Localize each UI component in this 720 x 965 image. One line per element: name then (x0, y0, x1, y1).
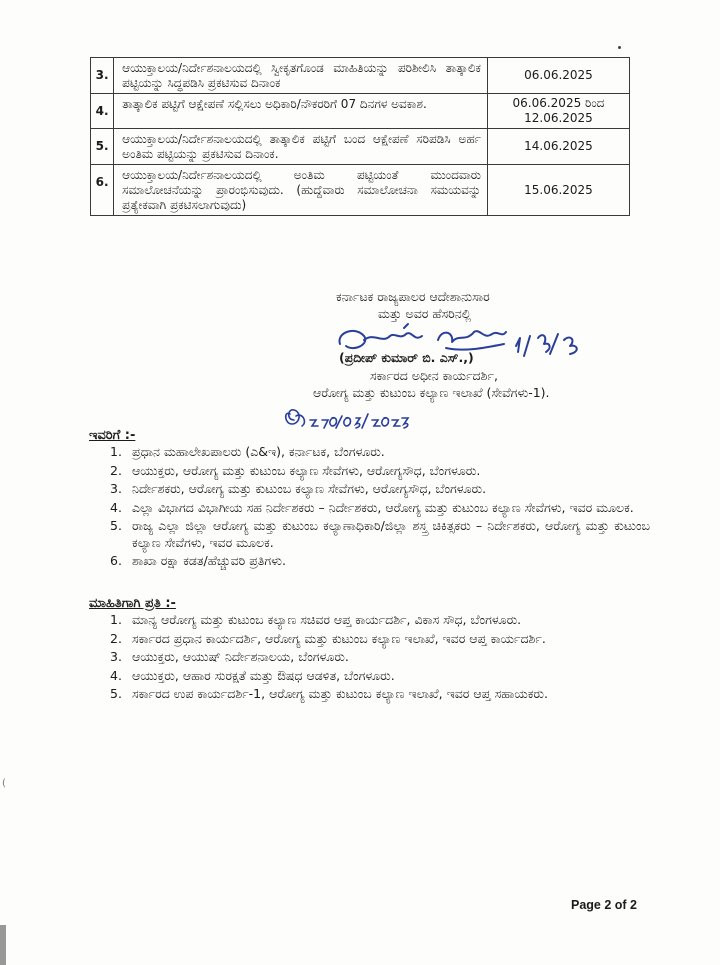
schedule-row-date: 06.06.2025 ರಿಂದ 12.06.2025 (487, 94, 629, 129)
handwritten-initial-date (280, 402, 410, 432)
list-item-text: ಸರ್ಕಾರದ ಪ್ರಧಾನ ಕಾರ್ಯದರ್ಶಿ, ಆರೋಗ್ಯ ಮತ್ತು ಕುಟುಂಬ ಕಲ್ಯಾಣ ಇಲಾಖೆ, ಇವರ ಆಪ್ತ ಕಾರ್ಯದರ್ಶಿ. (132, 630, 546, 646)
page-number: Page 2 of 2 (571, 898, 637, 912)
list-item-number: 5. (110, 518, 122, 533)
list-item-number: 2. (110, 630, 122, 646)
info-list-heading: ಮಾಹಿತಿಗಾಗಿ ಪ್ರತಿ :- (89, 596, 176, 611)
list-item-number: 4. (110, 667, 122, 683)
list-item-text: ಪ್ರಧಾನ ಮಹಾಲೇಖಪಾಲರು (ಎ&ಇ), ಕರ್ನಾಟಕ, ಬೆಂಗಳೂರು. (132, 444, 385, 459)
list-item-text: ಶಾಖಾ ರಕ್ಷಾ ಕಡತ/ಹೆಚ್ಚುವರಿ ಪ್ರತಿಗಳು. (132, 553, 286, 568)
list-item-text: ಆಯುಕ್ತರು, ಆಯುಷ್ ನಿರ್ದೇಶನಾಲಯ, ಬೆಂಗಳೂರು. (132, 649, 349, 664)
schedule-row-description: ತಾತ್ಕಾಲಿಕ ಪಟ್ಟಿಗೆ ಆಕ್ಷೇಪಣೆ ಸಲ್ಲಿಸಲು ಅಧಿಕಾರಿ/ನೌಕರರಿಗೆ 07 ದಿನಗಳ ಅವಕಾಶ. (114, 94, 488, 129)
list-item-number: 5. (110, 686, 122, 701)
schedule-row-number: 3. (91, 58, 114, 94)
schedule-row-date: 14.06.2025 (487, 129, 629, 165)
schedule-row (91, 58, 630, 94)
list-item-number: 3. (110, 481, 122, 496)
list-item (110, 481, 650, 498)
schedule-row (91, 129, 630, 165)
schedule-row-date: 06.06.2025 (487, 58, 629, 94)
list-item-number: 3. (110, 649, 122, 664)
list-item-text: ಸರ್ಕಾರದ ಉಪ ಕಾರ್ಯದರ್ಶಿ-1, ಆರೋಗ್ಯ ಮತ್ತು ಕುಟುಂಬ ಕಲ್ಯಾಣ ಇಲಾಖೆ, ಇವರ ಆಪ್ತ ಸಹಾಯಕರು. (132, 686, 548, 701)
schedule-row-number: 6. (91, 165, 114, 216)
list-item (110, 463, 650, 480)
scan-shadow (0, 925, 6, 965)
list-item (110, 668, 650, 685)
list-item (110, 444, 650, 461)
schedule-row (91, 94, 630, 129)
list-item-number: 6. (110, 553, 122, 568)
order-line-2: ಮತ್ತು ಅವರ ಹೆಸರಿನಲ್ಲಿ (378, 306, 472, 321)
list-item-text: ನಿರ್ದೇಶಕರು, ಆರೋಗ್ಯ ಮತ್ತು ಕುಟುಂಬ ಕಲ್ಯಾಣ ಸೇವೆಗಳು, ಆರೋಗ್ಯಸೌಧ, ಬೆಂಗಳೂರು. (132, 481, 487, 496)
list-item (110, 518, 650, 551)
to-list-heading: ಇವರಿಗೆ :- (89, 428, 136, 443)
signatory-name: (ಪ್ರದೀಪ್ ಕುಮಾರ್ ಬಿ. ಎಸ್.,) (339, 350, 474, 365)
schedule-row (91, 165, 630, 216)
list-item-text: ಆಯುಕ್ತರು, ಆರೋಗ್ಯ ಮತ್ತು ಕುಟುಂಬ ಕಲ್ಯಾಣ ಸೇವೆಗಳು, ಆರೋಗ್ಯಸೌಧ, ಬೆಂಗಳೂರು. (132, 462, 481, 478)
order-line-1: ಕರ್ನಾಟಕ ರಾಜ್ಯಪಾಲರ ಆದೇಶಾನುಸಾರ (336, 289, 490, 304)
signatory-designation: ಸರ್ಕಾರದ ಅಧೀನ ಕಾರ್ಯದರ್ಶಿ, (370, 368, 498, 383)
list-item-text: ರಾಜ್ಯ ಎಲ್ಲಾ ಜಿಲ್ಲಾ ಆರೋಗ್ಯ ಮತ್ತು ಕುಟುಂಬ ಕಲ್ಯಾಣಾಧಿಕಾರಿ/ಜಿಲ್ಲಾ ಶಸ್ತ್ರ ಚಿಕಿತ್ಸಕರು – ನಿರ್ದೇಶಕರು, ಆರೋಗ್ಯ ಮತ್ತು ಕುಟುಂಬ ಕಲ್ಯಾಣ ಸೇವೆಗಳು, ಇವರ ಮೂಲಕ. (132, 518, 650, 550)
to-list (110, 444, 650, 572)
list-item (110, 612, 650, 629)
schedule-row-description: ಆಯುಕ್ತಾಲಯ/ನಿರ್ದೇಶನಾಲಯದಲ್ಲಿ ತಾತ್ಕಾಲಿಕ ಪಟ್ಟಿಗೆ ಬಂದ ಆಕ್ಷೇಪಣೆ ಸರಿಪಡಿಸಿ ಅರ್ಹ ಅಂತಿಮ ಪಟ್ಟಿಯನ್ನು ಪ್ರಕಟಿಸುವ ದಿನಾಂಕ. (114, 129, 488, 165)
list-item (110, 500, 650, 517)
list-item (110, 649, 650, 666)
list-item-text: ಆಯುಕ್ತರು, ಆಹಾರ ಸುರಕ್ಷತೆ ಮತ್ತು ಔಷಧ ಆಡಳಿತ, ಬೆಂಗಳೂರು. (132, 667, 395, 683)
list-item-number: 1. (110, 612, 122, 627)
list-item-text: ಎಲ್ಲಾ ವಿಭಾಗದ ವಿಭಾಗೀಯ ಸಹ ನಿರ್ದೇಶಕರು – ನಿರ್ದೇಶಕರು, ಆರೋಗ್ಯ ಮತ್ತು ಕುಟುಂಬ ಕಲ್ಯಾಣ ಸೇವೆಗಳು, ಇವರ ಮೂಲಕ. (132, 499, 634, 515)
schedule-row-description: ಆಯುಕ್ತಾಲಯ/ನಿರ್ದೇಶನಾಲಯದಲ್ಲಿ ಅಂತಿಮ ಪಟ್ಟಿಯಂತೆ ಮುಂದವಾರು ಸಮಾಲೋಚನೆಯನ್ನು ಪ್ರಾರಂಭಿಸುವುದು. (ಹುದ್ದೆವಾರು ಸಮಾಲೋಚನಾ ಸಮಯವನ್ನು ಪ್ರತ್ಯೇಕವಾಗಿ ಪ್ರಕಟಿಸಲಾಗುವುದು) (114, 165, 488, 216)
schedule-row-description: ಆಯುಕ್ತಾಲಯ/ನಿರ್ದೇಶನಾಲಯದಲ್ಲಿ ಸ್ವೀಕೃತಗೊಂಡ ಮಾಹಿತಿಯನ್ನು ಪರಿಶೀಲಿಸಿ ತಾತ್ಕಾಲಿಕ ಪಟ್ಟಿಯನ್ನು ಸಿದ್ಧಪಡಿಸಿ ಪ್ರಕಟಿಸುವ ದಿನಾಂಕ (114, 58, 488, 94)
list-item (110, 631, 650, 648)
list-item-number: 1. (110, 444, 122, 459)
margin-mark: ( (2, 778, 6, 789)
list-item-text: ಮಾನ್ಯ ಆರೋಗ್ಯ ಮತ್ತು ಕುಟುಂಬ ಕಲ್ಯಾಣ ಸಚಿವರ ಆಪ್ತ ಕಾರ್ಯದರ್ಶಿ, ವಿಕಾಸ ಸೌಧ, ಬೆಂಗಳೂರು. (132, 612, 522, 627)
signatory-department: ಆರೋಗ್ಯ ಮತ್ತು ಕುಟುಂಬ ಕಲ್ಯಾಣ ಇಲಾಖೆ (ಸೇವೆಗಳು-1). (313, 385, 550, 400)
info-list (110, 612, 650, 705)
list-item (110, 686, 650, 703)
schedule-table (90, 57, 630, 216)
schedule-row-date: 15.06.2025 (487, 165, 629, 216)
schedule-row-number: 5. (91, 129, 114, 165)
list-item-number: 4. (110, 499, 122, 515)
schedule-table-body (91, 58, 630, 216)
stray-mark (618, 46, 621, 49)
list-item (110, 553, 650, 570)
list-item-number: 2. (110, 462, 122, 478)
schedule-row-number: 4. (91, 94, 114, 129)
